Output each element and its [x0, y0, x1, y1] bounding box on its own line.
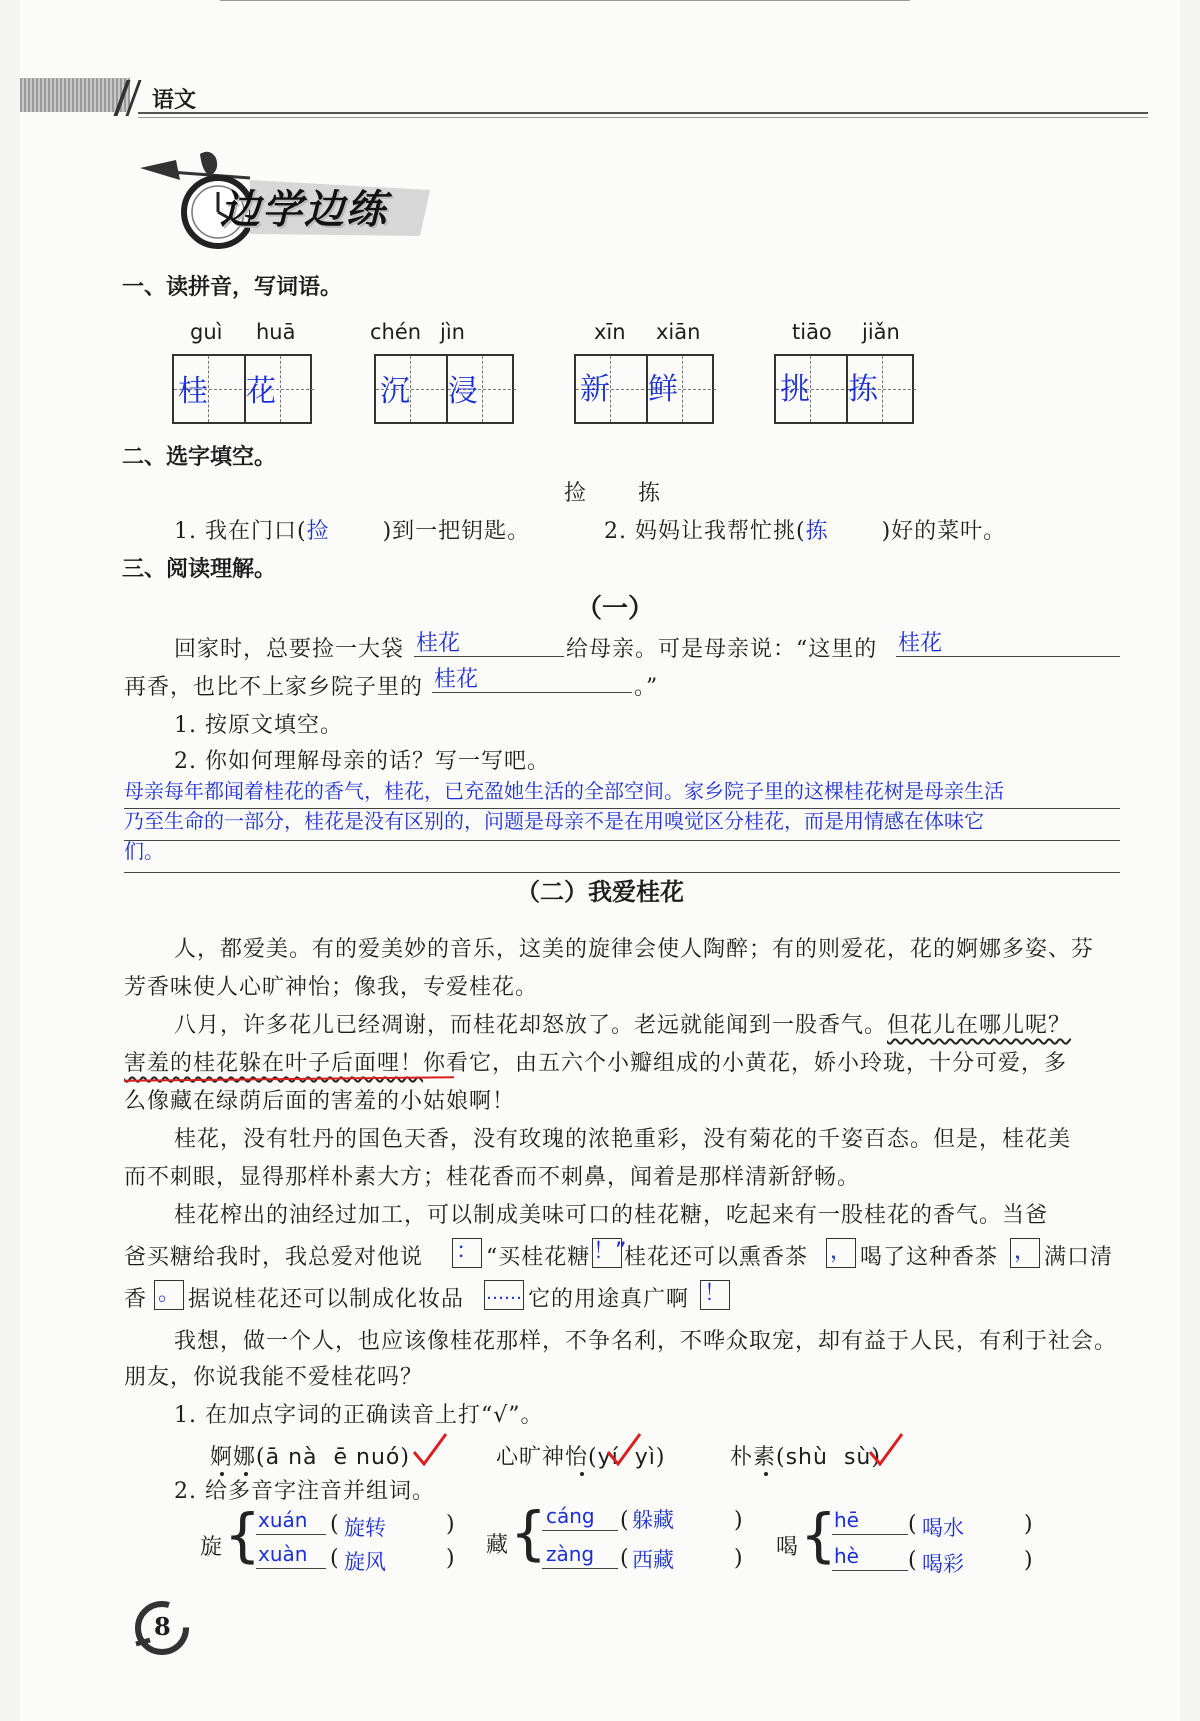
- paren-close: ): [734, 1508, 744, 1533]
- p1-answer-2: 乃至生命的一部分，桂花是没有区别的，问题是母亲不是在用嗅觉区分桂花，而是用情感在体味它: [124, 809, 984, 833]
- p1-q2: 2. 你如何理解母亲的话？写一写吧。: [174, 749, 550, 774]
- q1-item-2-opt2[interactable]: yì: [634, 1445, 656, 1470]
- wavy-underlined-text-2: 害羞的桂花躲在叶子后面哩！: [124, 1051, 424, 1076]
- p2-para2-l2-b: 你看它，由五六个小瓣组成的小黄花，娇小玲珑，十分可爱，多: [423, 1051, 1068, 1076]
- section1-title: 一、读拼音，写词语。: [122, 275, 343, 300]
- grid-char: 桂: [178, 374, 208, 409]
- punct-box-4[interactable]: ，: [1010, 1238, 1040, 1268]
- poly-char-1: 旋: [200, 1535, 224, 1560]
- p2-para5-l1: 我想，做一个人，也应该像桂花那样，不争名利，不哗众取宠，却有益于人民，有利于社会。: [174, 1329, 1118, 1354]
- grid-char: 新: [580, 372, 610, 407]
- p1-line1-a: 回家时，总要捡一大袋: [174, 637, 405, 662]
- q1-item-1-close: ): [400, 1445, 410, 1470]
- pinyin-2b: jìn: [440, 320, 465, 344]
- poly-char-2: 藏: [486, 1533, 510, 1558]
- paren-open: (: [620, 1508, 630, 1533]
- grid-char: 沉: [380, 374, 410, 409]
- punct-box-3[interactable]: ，: [826, 1238, 856, 1268]
- p2-para3-l2: 而不刺眼，显得那样朴素大方；桂花香而不刺鼻，闻着是那样清新舒畅。: [124, 1165, 861, 1190]
- poly-char-3: 喝: [776, 1535, 800, 1560]
- s2-q2-answer[interactable]: 拣: [805, 519, 829, 544]
- pinyin-1a: guì: [190, 320, 223, 344]
- q1-item-3-word: 朴素(: [730, 1445, 786, 1470]
- punct-box-6[interactable]: ……: [484, 1280, 524, 1310]
- tianzi-grid-3[interactable]: [574, 354, 714, 424]
- p2-para4-l1: 桂花榨出的油经过加工，可以制成美味可口的桂花糖，吃起来有一股桂花的香气。当爸: [174, 1203, 1049, 1228]
- p2-para5-l2: 朋友，你说我能不爱桂花吗？: [124, 1365, 424, 1390]
- p4-l2-b: “买桂花糖: [486, 1245, 591, 1270]
- paren-open: (: [330, 1546, 340, 1571]
- poly-3-word2: 喝彩: [922, 1552, 964, 1576]
- p1-line2-b: 。”: [634, 675, 659, 700]
- punct-box-5[interactable]: 。: [154, 1280, 184, 1310]
- q1-item-1-opt1[interactable]: ā nà: [265, 1445, 318, 1470]
- paren-open: (: [620, 1546, 630, 1571]
- tianzi-grid-4[interactable]: [774, 354, 914, 424]
- py-line[interactable]: [542, 1530, 618, 1531]
- q1-item-2-opt1[interactable]: yí: [597, 1445, 619, 1470]
- q1-item-3-opt1[interactable]: shù: [785, 1445, 828, 1470]
- red-underline-mark: [124, 1076, 454, 1081]
- poly-3-word1: 喝水: [922, 1516, 964, 1540]
- p1-line1-b: 给母亲。可是母亲说：“这里的: [566, 637, 878, 662]
- grid-char: 花: [246, 374, 276, 409]
- p1-answer-3: 们。: [124, 839, 164, 863]
- paren-close: ): [1024, 1512, 1034, 1537]
- pinyin-4a: tiāo: [792, 320, 832, 344]
- q1-item-3: [730, 1440, 881, 1471]
- pinyin-1b: huā: [256, 320, 296, 344]
- p2-para2-l2: [124, 1046, 1067, 1077]
- p2-para2-l3: 么像藏在绿荫后面的害羞的小姑娘啊！: [124, 1089, 516, 1114]
- section3-title: 三、阅读理解。: [122, 557, 277, 582]
- blank-3-answer: 桂花: [434, 667, 479, 692]
- option-char-1: 捡: [564, 481, 588, 506]
- part2-heading: （二）我爱桂花: [516, 877, 684, 906]
- py-line[interactable]: [542, 1568, 618, 1569]
- header-rule: [138, 112, 1148, 118]
- p2-para2-l1-a: 八月，许多花儿已经凋谢，而桂花却怒放了。老远就能闻到一股香气。: [174, 1013, 888, 1038]
- answer-line-2[interactable]: [124, 840, 1120, 841]
- banner-title: 边学边练: [220, 187, 388, 233]
- poly-2-word2: 西藏: [632, 1548, 674, 1572]
- poly-3-py1: hē: [834, 1508, 859, 1532]
- p4-l2-c: 桂花还可以熏香茶: [624, 1245, 809, 1270]
- p2-q2: 2. 给多音字注音并组词。: [174, 1479, 435, 1504]
- p1-answer-1: 母亲每年都闻着桂花的香气，桂花，已充盈她生活的全部空间。家乡院子里的这棵桂花树是母亲生活: [124, 779, 1004, 803]
- pinyin-3a: xīn: [594, 320, 626, 344]
- s2-q2-before: 2. 妈妈让我帮忙挑(: [604, 519, 806, 544]
- s2-q2-after: )好的菜叶。: [881, 519, 1007, 544]
- emphasis-dot: [580, 1472, 584, 1476]
- p2-para4-l2: [124, 1240, 423, 1271]
- s2-q2: [604, 514, 1006, 545]
- paren-open: (: [908, 1548, 918, 1573]
- q1-item-2-close: ): [655, 1445, 666, 1470]
- p4-l2-a: 爸买糖给我时，我总爱对他说: [124, 1245, 424, 1270]
- grid-char: 挑: [780, 372, 810, 407]
- p1-q1: 1. 按原文填空。: [174, 713, 343, 738]
- check-mark-icon: [866, 1430, 906, 1470]
- blank-1-answer: 桂花: [416, 631, 461, 656]
- s2-q1-before: 1. 我在门口(: [174, 519, 307, 544]
- p2-para3-l1: 桂花，没有牡丹的国色天香，没有玫瑰的浓艳重彩，没有菊花的千姿百态。但是，桂花美: [174, 1127, 1072, 1152]
- p2-para1-l2: 芳香味使人心旷神怡；像我，专爱桂花。: [124, 975, 539, 1000]
- subject-title: 语文: [152, 88, 197, 113]
- s2-q1: [174, 514, 530, 545]
- py-line[interactable]: [256, 1568, 326, 1569]
- paren-close: ): [446, 1546, 456, 1571]
- punct-box-1[interactable]: ：: [452, 1238, 482, 1268]
- poly-2-py1: cáng: [546, 1504, 595, 1528]
- grid-char: 拣: [848, 372, 878, 407]
- p4-l2-d: 喝了这种香茶: [860, 1245, 999, 1270]
- section2-title: 二、选字填空。: [122, 445, 277, 470]
- s2-q1-after: )到一把钥匙。: [382, 519, 531, 544]
- blank-2-answer: 桂花: [898, 631, 943, 656]
- poly-2-word1: 躲藏: [632, 1508, 674, 1532]
- grid-char: 浸: [448, 374, 478, 409]
- check-mark-icon: [410, 1430, 450, 1470]
- wavy-underlined-text: 但花儿在哪儿呢？: [887, 1013, 1072, 1038]
- poly-1-word1: 旋转: [344, 1516, 386, 1540]
- q1-item-3-close: ): [871, 1445, 881, 1470]
- p2-q1: 1. 在加点字词的正确读音上打“√”。: [174, 1403, 544, 1428]
- tianzi-grid-1[interactable]: [172, 354, 312, 424]
- check-mark-icon: [604, 1430, 644, 1470]
- paren-close: ): [1024, 1548, 1034, 1573]
- workbook-page: [20, 0, 1180, 1721]
- punct-box-7[interactable]: ！: [700, 1280, 730, 1310]
- poly-1-word2: 旋风: [344, 1550, 386, 1574]
- pinyin-4b: jiǎn: [862, 320, 900, 344]
- brace-2: {: [510, 1499, 547, 1567]
- grid-char: 鲜: [648, 372, 678, 407]
- p4-l2-e: 满口清: [1044, 1245, 1114, 1270]
- q1-item-2-word: 心旷神怡(: [496, 1445, 598, 1470]
- p4-l3-b: 据说桂花还可以制成化妆品: [188, 1287, 465, 1312]
- p4-l3-a: 香: [124, 1287, 148, 1312]
- tianzi-grid-2[interactable]: [374, 354, 514, 424]
- p2-para2-l1: [174, 1008, 1071, 1039]
- q1-item-1-word: 婀娜(: [210, 1445, 266, 1470]
- p1-line2-a: 再香，也比不上家乡院子里的: [124, 675, 424, 700]
- q1-item-1-opt2[interactable]: ē nuó: [333, 1445, 401, 1470]
- header-band: [20, 78, 130, 112]
- paren-open: (: [908, 1512, 918, 1537]
- page-number: 8: [154, 1612, 171, 1641]
- s2-q1-answer[interactable]: 捡: [306, 519, 330, 544]
- p2-para1-l1: 人，都爱美。有的爱美妙的音乐，这美的旋律会使人陶醉；有的则爱花，花的婀娜多姿、芬: [174, 937, 1095, 962]
- py-line[interactable]: [256, 1534, 326, 1535]
- paren-open: (: [330, 1512, 340, 1537]
- part1-heading: （一）: [576, 594, 655, 624]
- poly-3-py2: hè: [834, 1544, 859, 1568]
- poly-1-py1: xuán: [258, 1508, 308, 1532]
- punct-box-2[interactable]: ！”: [592, 1238, 622, 1268]
- py-line[interactable]: [832, 1534, 908, 1535]
- pinyin-3b: xiān: [656, 320, 701, 344]
- emphasis-dot: [764, 1472, 768, 1476]
- poly-1-py2: xuàn: [258, 1542, 308, 1566]
- q1-item-1: [210, 1440, 410, 1471]
- brace-3: {: [800, 1501, 837, 1569]
- p4-l3-c: 它的用途真广啊: [528, 1287, 690, 1312]
- brace-1: {: [224, 1501, 261, 1569]
- option-char-2: 拣: [638, 481, 662, 506]
- py-line[interactable]: [832, 1570, 908, 1571]
- paren-close: ): [446, 1512, 456, 1537]
- poly-2-py2: zàng: [546, 1542, 595, 1566]
- top-edge-line: [220, 0, 910, 1]
- q1-item-3-opt2[interactable]: sù: [843, 1445, 872, 1470]
- paren-close: ): [734, 1546, 744, 1571]
- pinyin-2a: chén: [370, 320, 422, 344]
